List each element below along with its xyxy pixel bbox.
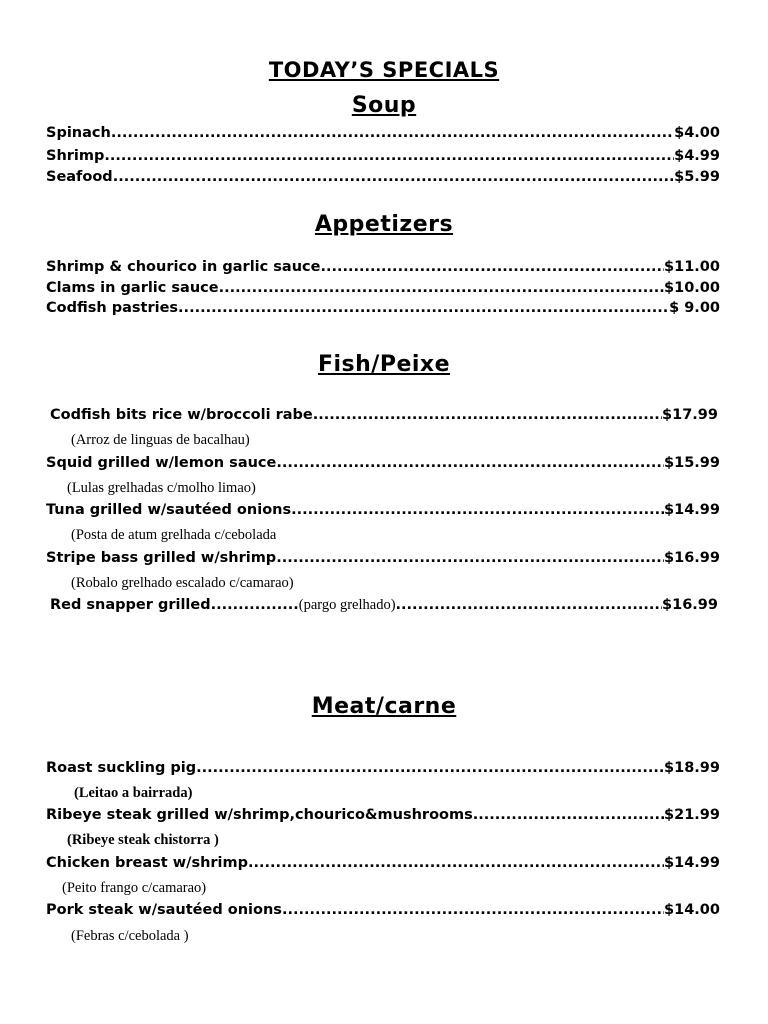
section-heading-meat: Meat/carne [311,694,457,719]
item-price: $18.99 [664,760,720,776]
leader-dots [276,550,664,566]
item-name: Pork steak w/sautéed onions [46,902,282,918]
item-translation: (Febras c/cebolada ) [71,928,189,944]
menu-item-stripe-bass [46,550,720,572]
leader-dots-short: ................ [210,597,299,613]
leader-dots [248,855,664,871]
item-name: Codfish pastries [46,300,179,316]
menu-item-squid [46,455,720,477]
menu-item-shrimp-chourico [46,259,720,281]
item-price: $ 9.00 [669,300,720,316]
item-translation: (Peito frango c/camarao) [62,880,207,896]
menu-item-clams [46,280,720,302]
section-heading-appetizers: Appetizers [314,212,454,237]
page-title: TODAY’S SPECIALS [268,58,500,82]
leader-dots [113,169,674,185]
item-name: Red snapper grilled [50,597,211,613]
item-translation: (Ribeye steak chistorra ) [67,832,219,848]
menu-item-suckling-pig [46,760,720,782]
item-name: Squid grilled w/lemon sauce [46,455,277,471]
item-name: Clams in garlic sauce [46,280,219,296]
item-name: Tuna grilled w/sautéed onions [46,502,292,518]
section-heading-fish: Fish/Peixe [317,352,451,377]
menu-item-chicken-breast [46,855,720,877]
item-name: Spinach [46,125,111,141]
item-price: $11.00 [664,259,720,275]
item-name: Chicken breast w/shrimp [46,855,249,871]
item-price: $15.99 [664,455,720,471]
item-translation: (Posta de atum grelhada c/cebolada [71,527,277,543]
leader-dots [178,300,669,316]
item-price: $5.99 [674,169,720,185]
item-translation-inline: (pargo grelhado) [298,597,396,613]
item-price: $14.00 [664,902,720,918]
item-name: Roast suckling pig [46,760,197,776]
item-translation: (Robalo grelhado escalado c/camarao) [71,575,294,591]
leader-dots [473,807,664,823]
menu-item-shrimp [46,148,720,170]
leader-dots [196,760,664,776]
menu-item-red-snapper [50,597,718,619]
leader-dots [111,125,674,141]
section-heading-soup: Soup [351,93,417,118]
item-name: Shrimp [46,148,105,164]
leader-dots [219,280,664,296]
leader-dots [282,902,664,918]
item-price: $16.99 [662,597,718,613]
leader-dots [313,407,662,423]
leader-dots [396,597,663,613]
item-name: Seafood [46,169,113,185]
menu-item-tuna [46,502,720,524]
menu-item-seafood [46,169,720,191]
item-name: Stripe bass grilled w/shrimp [46,550,277,566]
menu-item-codfish-rice [50,407,718,429]
item-price: $14.99 [664,855,720,871]
leader-dots [276,455,664,471]
item-price: $10.00 [664,280,720,296]
menu-item-pork-steak [46,902,720,924]
leader-dots [320,259,664,275]
item-price: $21.99 [664,807,720,823]
item-price: $17.99 [662,407,718,423]
item-price: $4.00 [674,125,720,141]
item-price: $16.99 [664,550,720,566]
leader-dots [291,502,664,518]
item-name: Ribeye steak grilled w/shrimp,chourico&mushrooms [46,807,473,823]
menu-item-ribeye [46,807,720,829]
item-translation: (Leitao a bairrada) [74,785,193,801]
item-translation: (Lulas grelhadas c/molho limao) [67,480,256,496]
item-translation: (Arroz de linguas de bacalhau) [71,432,250,448]
item-price: $14.99 [664,502,720,518]
item-name: Shrimp & chourico in garlic sauce [46,259,321,275]
menu-item-spinach [46,125,720,147]
item-name: Codfish bits rice w/broccoli rabe [50,407,313,423]
item-price: $4.99 [674,148,720,164]
menu-item-codfish-pastries [46,300,720,322]
leader-dots [104,148,674,164]
